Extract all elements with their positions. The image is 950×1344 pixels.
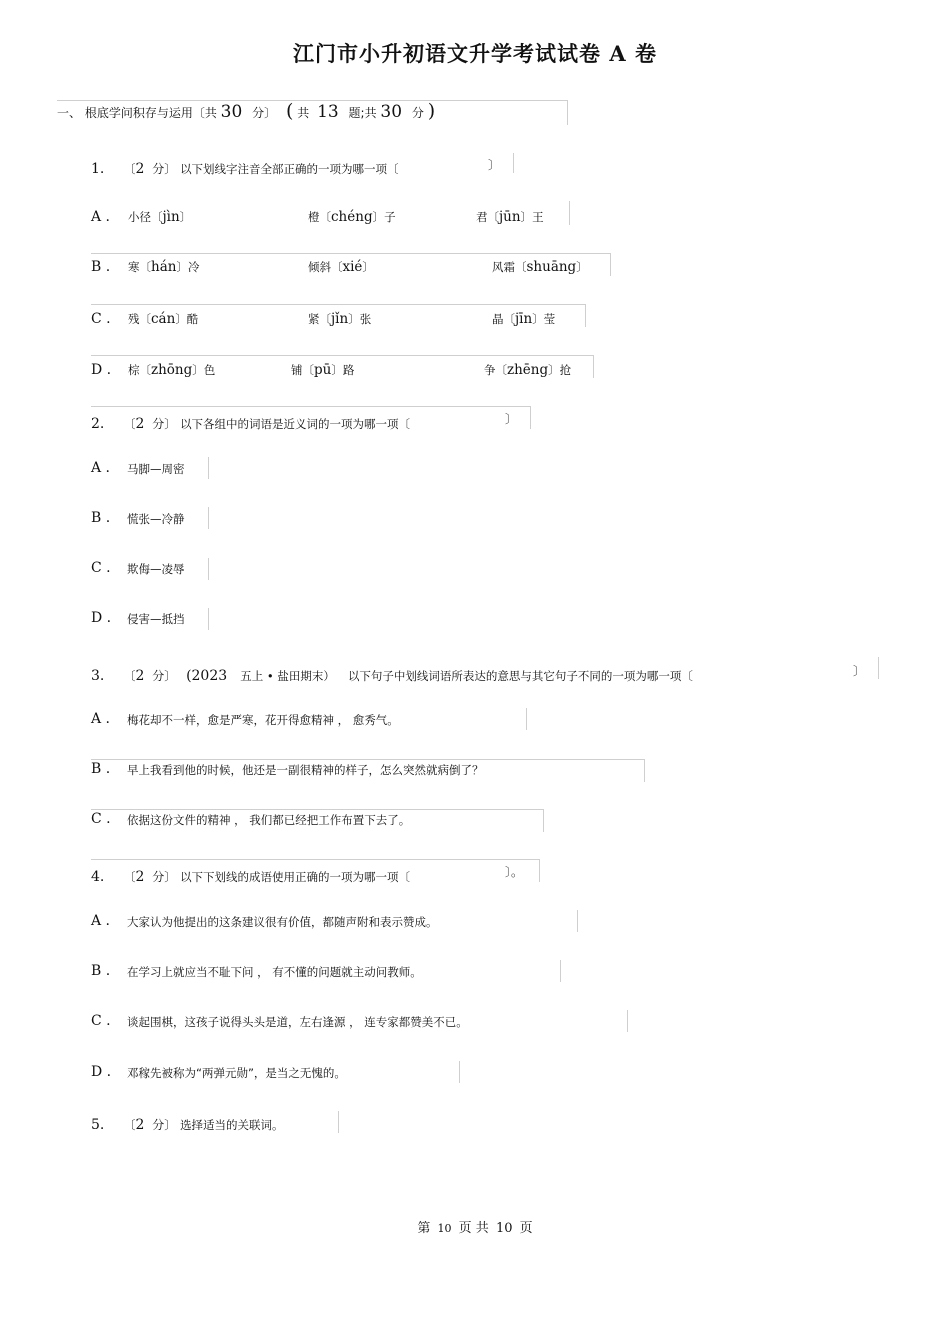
question-text: 选择适当的关联词。: [180, 1118, 284, 1132]
option-text: 谈起围棋，这孩子说得头头是道，左右逢源 ， 连专家都赞美不已。: [127, 1015, 468, 1029]
option-label: B .: [91, 259, 111, 275]
option-text: 马脚—周密: [127, 462, 185, 476]
option-label: A .: [91, 209, 111, 225]
option-edge: [459, 1061, 460, 1083]
question-number: 2.: [91, 416, 105, 432]
option-item: 寒〔hán〕冷: [128, 259, 200, 275]
option-label: A .: [91, 913, 111, 929]
option-item: 铺〔pū〕路: [291, 362, 355, 378]
option-text: 邓稼先被称为“两弹元勋”，是当之无愧的。: [127, 1066, 346, 1080]
question-text: 以下划线字注音全部正确的一项为哪一项〔: [180, 162, 399, 176]
option-edge: [208, 457, 209, 479]
option-label: B .: [91, 761, 111, 777]
option-item: 小径〔jìn〕: [128, 209, 192, 225]
option-item: 残〔cán〕酷: [128, 311, 199, 327]
question-close-bracket: 〕: [505, 412, 518, 426]
option-item: 风霜〔shuāng〕: [492, 259, 588, 275]
question-1: [91, 158, 399, 177]
question-points: 〔2 分〕: [123, 161, 177, 177]
section-count-mid: 题;共: [348, 106, 377, 120]
option-text: 欺侮—凌辱: [127, 562, 185, 576]
section-frame: [57, 100, 568, 125]
option-item: 橙〔chéng〕子: [308, 209, 396, 225]
question-close-bracket: 〕: [853, 664, 866, 678]
question-3: [91, 665, 693, 684]
question-4: [91, 866, 410, 885]
footer-total-pages: 10: [495, 1221, 513, 1236]
question-text: 以下各组中的词语是近义词的一项为哪一项〔: [180, 417, 411, 431]
option-text: 在学习上就应当不耻下问 ， 有不懂的问题就主动问教师。: [127, 965, 422, 979]
footer-post: 页: [519, 1221, 533, 1236]
option-label: C .: [91, 560, 111, 576]
option-label: D .: [91, 610, 112, 626]
option-label: B .: [91, 963, 111, 979]
option-label: A .: [91, 460, 111, 476]
option-text: 大家认为他提出的这条建议很有价值，都随声附和表示赞成。: [127, 915, 438, 929]
page-footer: [0, 1217, 950, 1236]
option-edge: [526, 708, 527, 730]
option-edge: [208, 608, 209, 630]
section-points: 30: [220, 102, 243, 122]
section-prefix: 一、 根底学问积存与运用〔共: [57, 106, 217, 120]
question-close-bracket: 〕: [488, 158, 501, 172]
option-text: 侵害—抵挡: [127, 612, 185, 626]
option-label: C .: [91, 1013, 111, 1029]
option-text: 早上我看到他的时候，他还是一副很精神的样子，怎么突然就病倒了？: [127, 763, 484, 777]
option-label: C .: [91, 311, 111, 327]
section-close-paren: ): [427, 100, 436, 122]
option-edge: [208, 507, 209, 529]
option-edge: [560, 960, 561, 982]
question-number: 4.: [91, 869, 105, 885]
footer-mid: 页 共: [458, 1221, 489, 1236]
question-close-bracket: 〕。: [505, 865, 524, 879]
question-edge: [338, 1111, 339, 1133]
option-item: 紧〔jǐn〕张: [308, 311, 372, 327]
option-item: 君〔jūn〕王: [476, 209, 544, 225]
option-label: D .: [91, 362, 112, 378]
option-text: 慌张—冷静: [127, 512, 185, 526]
footer-pre: 第: [417, 1221, 431, 1236]
section-total-unit: 分: [411, 106, 424, 120]
question-points: 〔2 分〕: [123, 668, 177, 684]
section-count: 13: [317, 102, 339, 122]
question-source: 五上 • 盐田期末）: [240, 669, 335, 683]
question-text: 以下下划线的成语使用正确的一项为哪一项〔: [180, 870, 411, 884]
option-item: 争〔zhēng〕抢: [484, 362, 572, 378]
option-item: 晶〔jīn〕莹: [492, 311, 556, 327]
option-label: B .: [91, 510, 111, 526]
question-points: 〔2 分〕: [123, 416, 177, 432]
question-points: 〔2 分〕: [123, 1117, 177, 1133]
question-points: 〔2 分〕: [123, 869, 177, 885]
section-points-unit: 分〕: [252, 106, 277, 120]
option-label: A .: [91, 711, 111, 727]
footer-current-page: 10: [437, 1222, 452, 1235]
section-total: 30: [380, 102, 403, 122]
option-item: 棕〔zhōng〕色: [128, 362, 216, 378]
section-count-pre: 共: [297, 106, 310, 120]
option-text: 依据这份文件的精神 ， 我们都已经把工作布置下去了。: [127, 813, 411, 827]
question-text: 以下句子中划线词语所表达的意思与其它句子不同的一项为哪一项〔: [347, 669, 693, 683]
option-label: D .: [91, 1064, 112, 1080]
question-edge: [878, 657, 879, 679]
option-edge: [627, 1010, 628, 1032]
option-edge: [208, 558, 209, 580]
option-label: C .: [91, 811, 111, 827]
option-item: 倾斜〔xié〕: [308, 259, 374, 275]
question-2: [91, 413, 410, 432]
section-open-paren: (: [285, 100, 294, 122]
question-5: [91, 1114, 284, 1133]
page-title: 江门市小升初语文升学考试试卷 A 卷: [293, 41, 657, 66]
option-edge: [577, 910, 578, 932]
question-source-year: (2023: [186, 668, 228, 684]
option-text: 梅花却不一样，愈是严寒，花开得愈精神 ， 愈秀气。: [127, 713, 399, 727]
question-number: 5.: [91, 1117, 105, 1133]
question-number: 3.: [91, 668, 105, 684]
question-number: 1.: [91, 161, 105, 177]
